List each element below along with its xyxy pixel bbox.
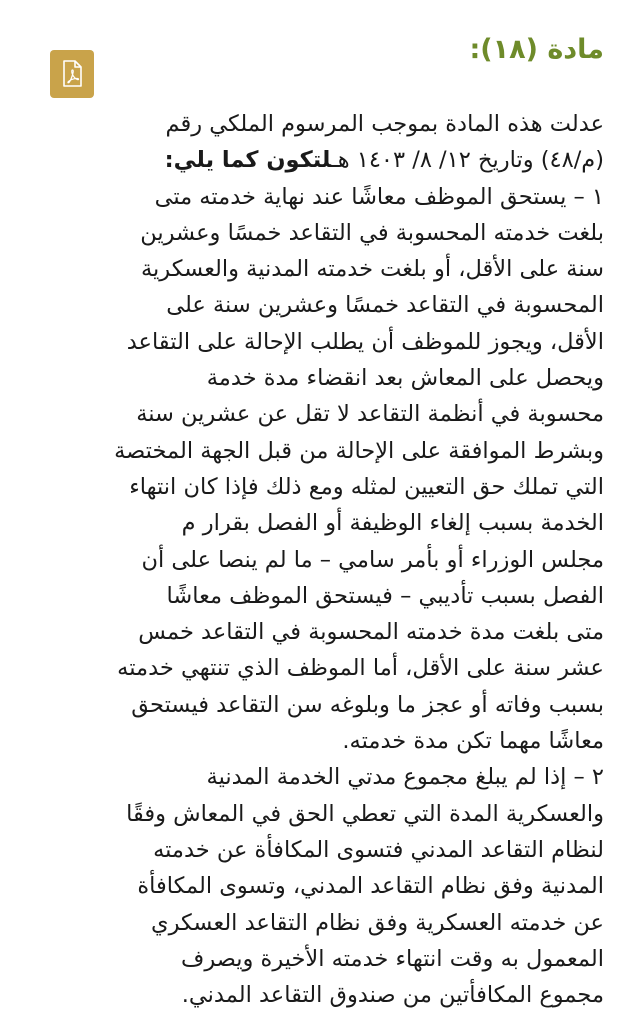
text-line: الخدمة بسبب إلغاء الوظيفة أو الفصل بقرار م (181, 510, 604, 537)
text-line: عدلت هذه المادة بموجب المرسوم الملكي رقم (165, 111, 604, 137)
text-line: مجلس الوزراء أو بأمر سامي – ما لم ينصا على أن (141, 546, 604, 573)
text-line: الفصل بسبب تأديبي – فيستحق الموظف معاشًا (166, 582, 604, 609)
text-line: الأقل، ويجوز للموظف أن يطلب الإحالة على التقاعد (126, 328, 604, 355)
text-line: المحسوبة في التقاعد خمسًا وعشرين سنة على (166, 292, 604, 319)
text-line: ٢ – إذا لم يبلغ مجموع مدتي الخدمة المدنية (206, 764, 604, 791)
text-line: المدنية وفق نظام التقاعد المدني، وتسوى المكافأة (137, 873, 604, 900)
text-line: عن خدمته العسكرية وفق نظام التقاعد العسكري (150, 909, 604, 936)
text-line: بلغت خدمته المحسوبة في التقاعد خمسًا وعشرين (140, 219, 604, 246)
text-line: معاشًا مهما تكن مدة خدمته. (342, 728, 604, 755)
text-line: وبشرط الموافقة على الإحالة من قبل الجهة المختصة (114, 437, 604, 464)
text-line: المعمول به وقت انتهاء خدمته الأخيرة ويصرف (181, 945, 604, 972)
text-line: محسوبة في أنظمة التقاعد لا تقل عن عشرين سنة (136, 401, 604, 428)
text-line: ١ – يستحق الموظف معاشًا عند نهاية خدمته متى (154, 183, 604, 210)
amendment-note: لتكون كما يلي: (164, 147, 332, 174)
text-line: متى بلغت مدة خدمته المحسوبة في التقاعد خمس (138, 619, 604, 646)
text-line: التي تملك حق التعيين لمثله ومع ذلك فإذا كان انتهاء (129, 473, 604, 500)
text-line: سنة على الأقل، أو بلغت خدمته المدنية والعسكرية (140, 256, 604, 283)
article-body (26, 106, 604, 1013)
text-line (26, 142, 604, 178)
text-line: عشر سنة على الأقل، أما الموظف الذي تنتهي خدمته (117, 655, 604, 682)
text-line: بسبب وفاته أو عجز ما وبلوغه سن التقاعد فيستحق (131, 691, 604, 718)
text-line: لنظام التقاعد المدني فتسوى المكافأة عن خدمته (153, 836, 604, 863)
pdf-download-button[interactable] (50, 50, 94, 98)
text-line: ويحصل على المعاش بعد انقضاء مدة خدمة (206, 365, 604, 392)
pdf-document-icon (60, 60, 84, 88)
article-header (30, 28, 604, 108)
article-title: مادة (١٨): (469, 34, 604, 65)
text-line: والعسكرية المدة التي تعطي الحق في المعاش وفقًا (126, 800, 604, 827)
text-line-part: (م/٤٨) وتاريخ ١٢/ ٨/ ١٤٠٣ هـ (331, 147, 604, 174)
text-line: مجموع المكافأتين من صندوق التقاعد المدني. (181, 982, 604, 1009)
